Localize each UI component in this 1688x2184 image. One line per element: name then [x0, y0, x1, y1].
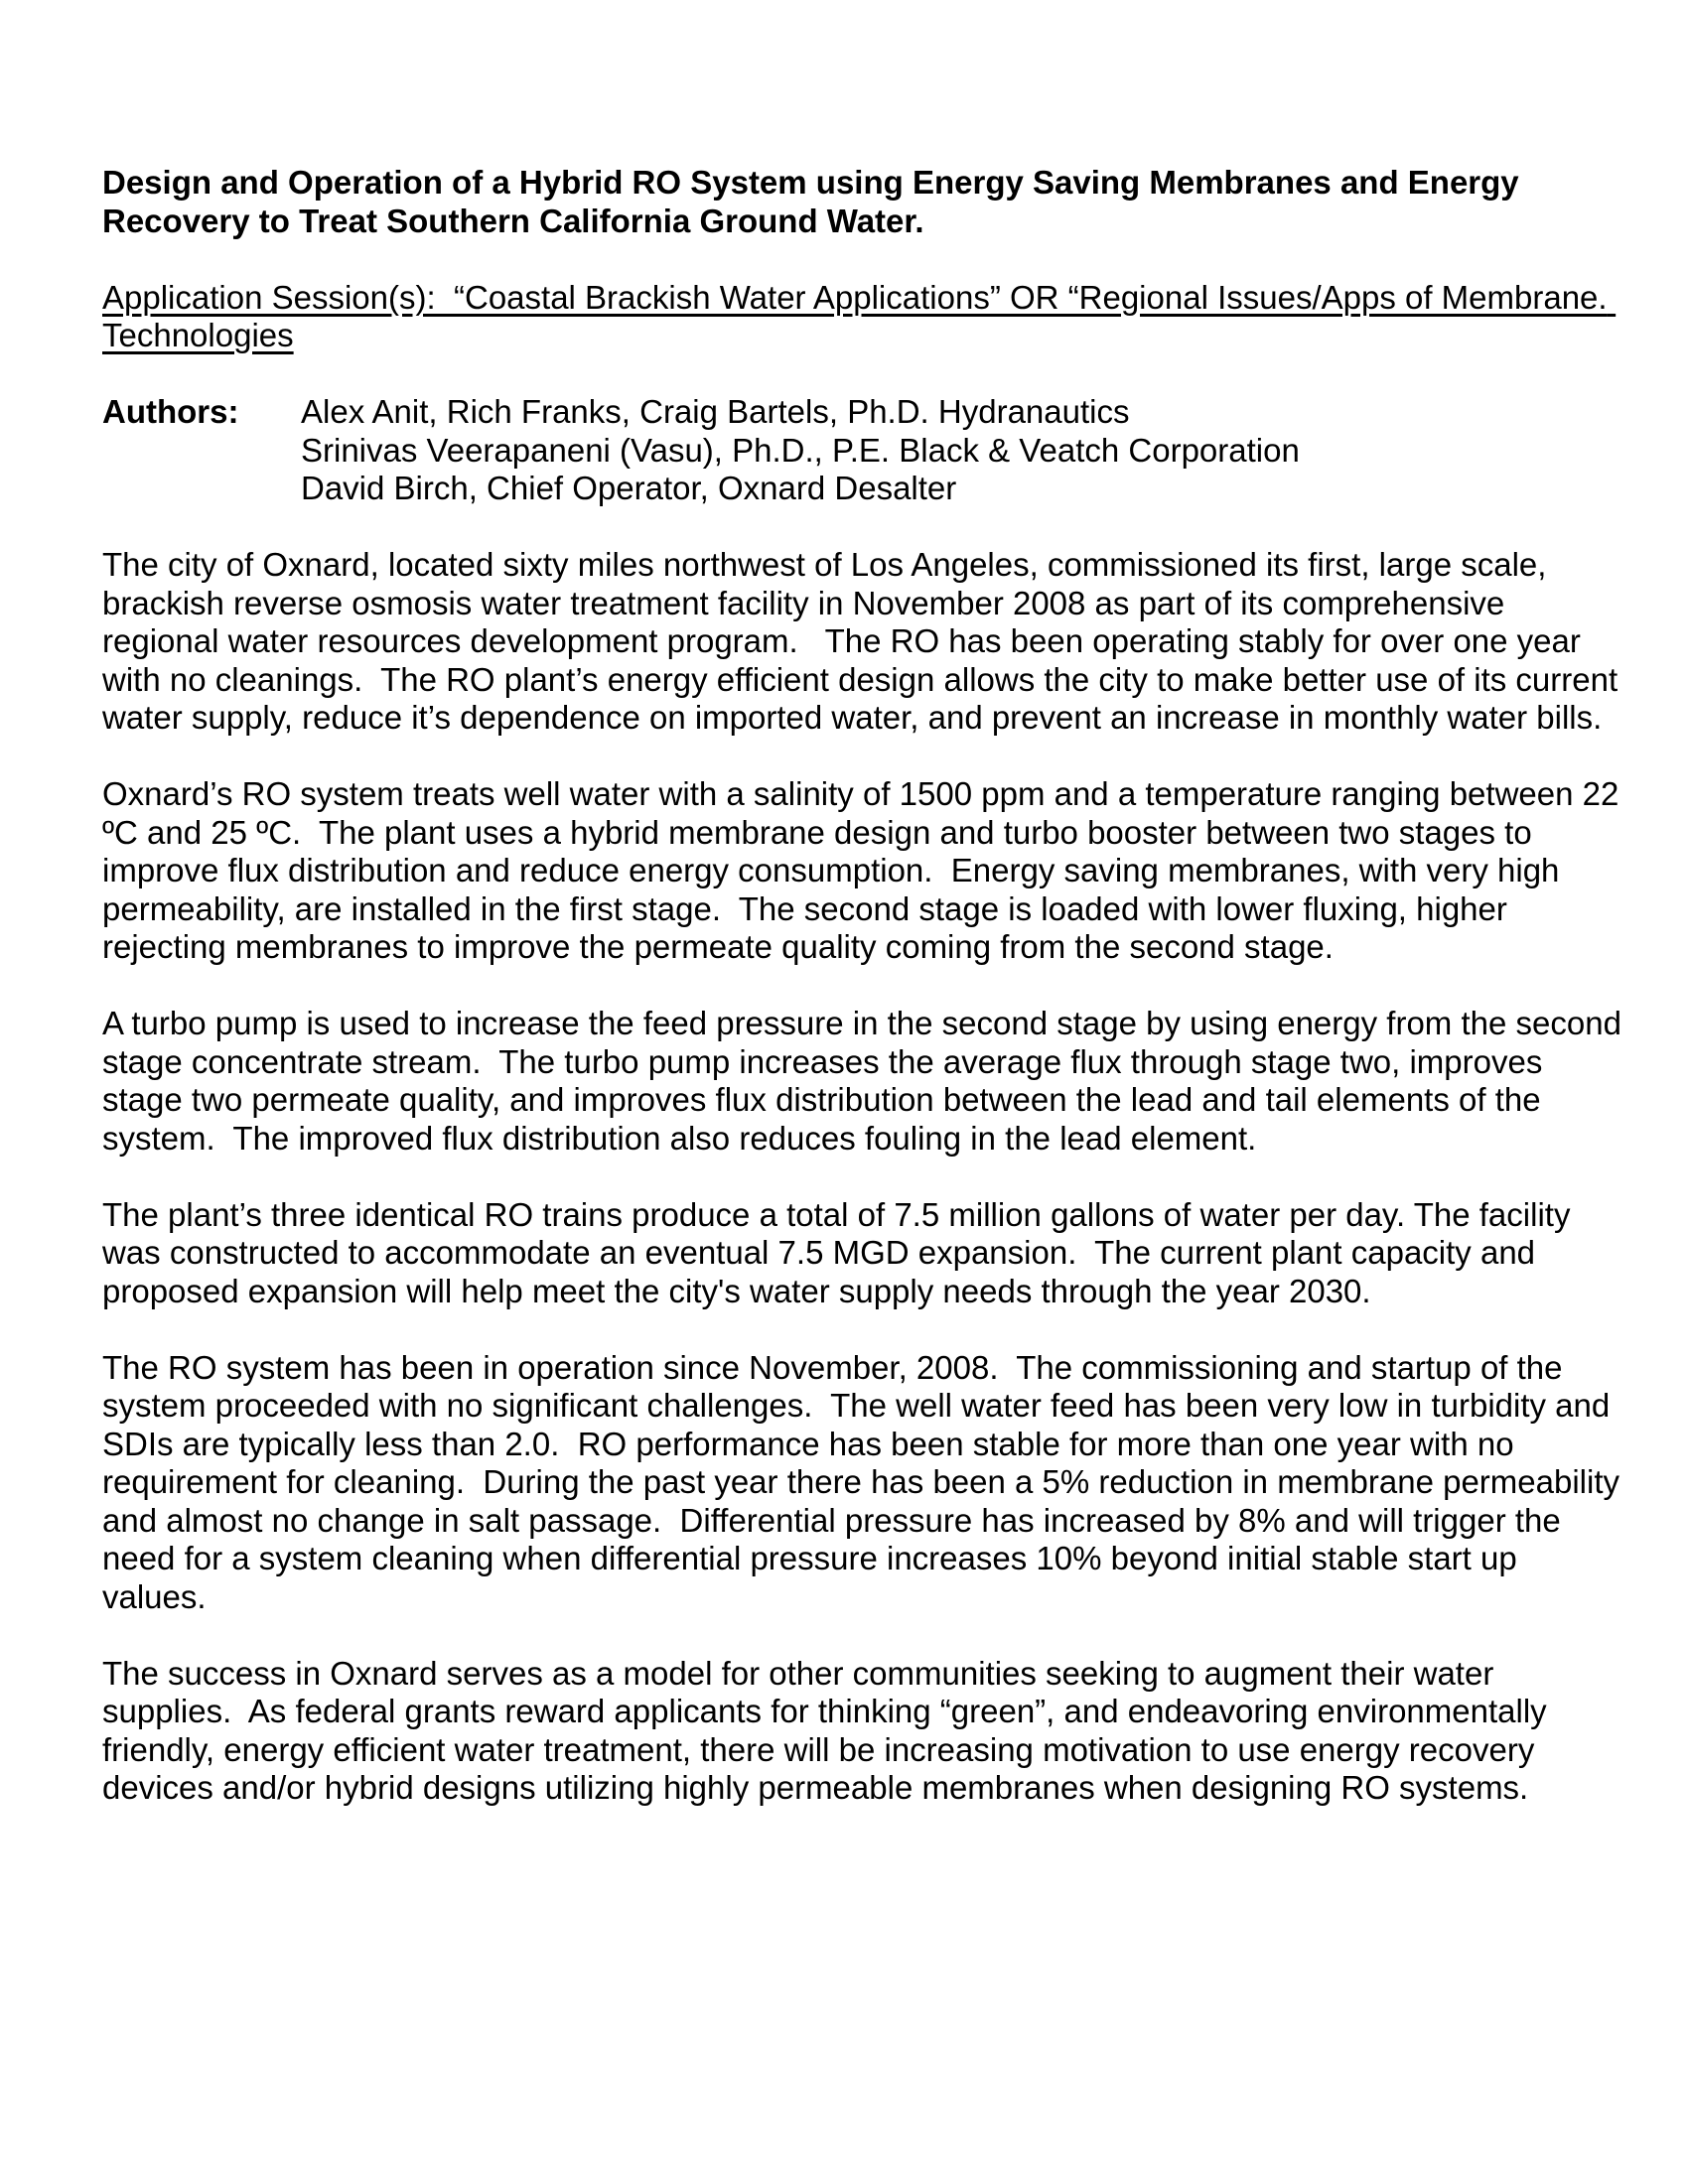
paragraph-plant-capacity: The plant’s three identical RO trains produce a total of 7.5 million gallons of water per day. The facility was constructed to accommodate an eventual 7.5 MGD expansion. The current plant capacity and proposed expansion will help meet the city's water supply needs through the year 2030.	[102, 1195, 1580, 1309]
authors-block	[102, 393, 1626, 508]
document-title: Design and Operation of a Hybrid RO System using Energy Saving Membranes and Energy Recovery to Treat Southern California Ground Water.	[102, 164, 1528, 239]
paragraph-conclusion: The success in Oxnard serves as a model for other communities seeking to augment their water supplies. As federal grants reward applicants for thinking “green”, and endeavoring environmentally friendly, energy efficient water treatment, there will be increasing motivation to use energy recovery devices and/or hybrid designs utilizing highly permeable membranes when designing RO systems.	[102, 1654, 1556, 1806]
author-line: Srinivas Veerapaneni (Vasu), Ph.D., P.E. Black & Veatch Corporation	[301, 431, 1300, 469]
author-line: David Birch, Chief Operator, Oxnard Desalter	[301, 470, 957, 506]
paragraph-turbo-pump: A turbo pump is used to increase the feed pressure in the second stage by using energy from the second stage concentrate stream. The turbo pump increases the average flux through stage two, improves stage two permeate quality, and improves flux distribution between the lead and tail elements of the system. The improved flux distribution also reduces fouling in the lead element.	[102, 1005, 1631, 1157]
paragraph-oxnard-intro: The city of Oxnard, located sixty miles northwest of Los Angeles, commissioned its first, large scale, brackish reverse osmosis water treatment facility in November 2008 as part of its comprehensive regional water resources development program. The RO has been operating stably for over one year with no cleanings. The RO plant’s energy efficient design allows the city to make better use of its current water supply, reduce it’s dependence on imported water, and prevent an increase in monthly water bills.	[102, 546, 1627, 736]
application-session-line: Application Session(s): “Coastal Brackish Water Applications” OR “Regional Issues/Apps of Membrane. Technologies	[102, 278, 1617, 353]
authors-label	[102, 393, 301, 432]
paragraph-system-design: Oxnard’s RO system treats well water with a salinity of 1500 ppm and a temperature ranging between 22 ºC and 25 ºC. The plant uses a hybrid membrane design and turbo booster between two stages to improve flux distribution and reduce energy consumption. Energy saving membranes, with very high permeability, are installed in the first stage. The second stage is loaded with lower fluxing, higher rejecting membranes to improve the permeate quality coming from the second stage.	[102, 775, 1628, 965]
authors-list	[301, 393, 1626, 508]
paragraph-operation-performance: The RO system has been in operation since November, 2008. The commissioning and startup of the system proceeded with no significant challenges. The well water feed has been very low in turbidity and SDIs are typically less than 2.0. RO performance has been stable for more than one year with no requirement for cleaning. During the past year there has been a 5% reduction in membrane permeability and almost no change in salt passage. Differential pressure has increased by 8% and will trigger the need for a system cleaning when differential pressure increases 10% beyond initial stable start up values.	[102, 1348, 1629, 1615]
authors-label-text: Authors:	[102, 393, 239, 430]
author-line: Alex Anit, Rich Franks, Craig Bartels, Ph.D. Hydranautics	[301, 393, 1130, 430]
